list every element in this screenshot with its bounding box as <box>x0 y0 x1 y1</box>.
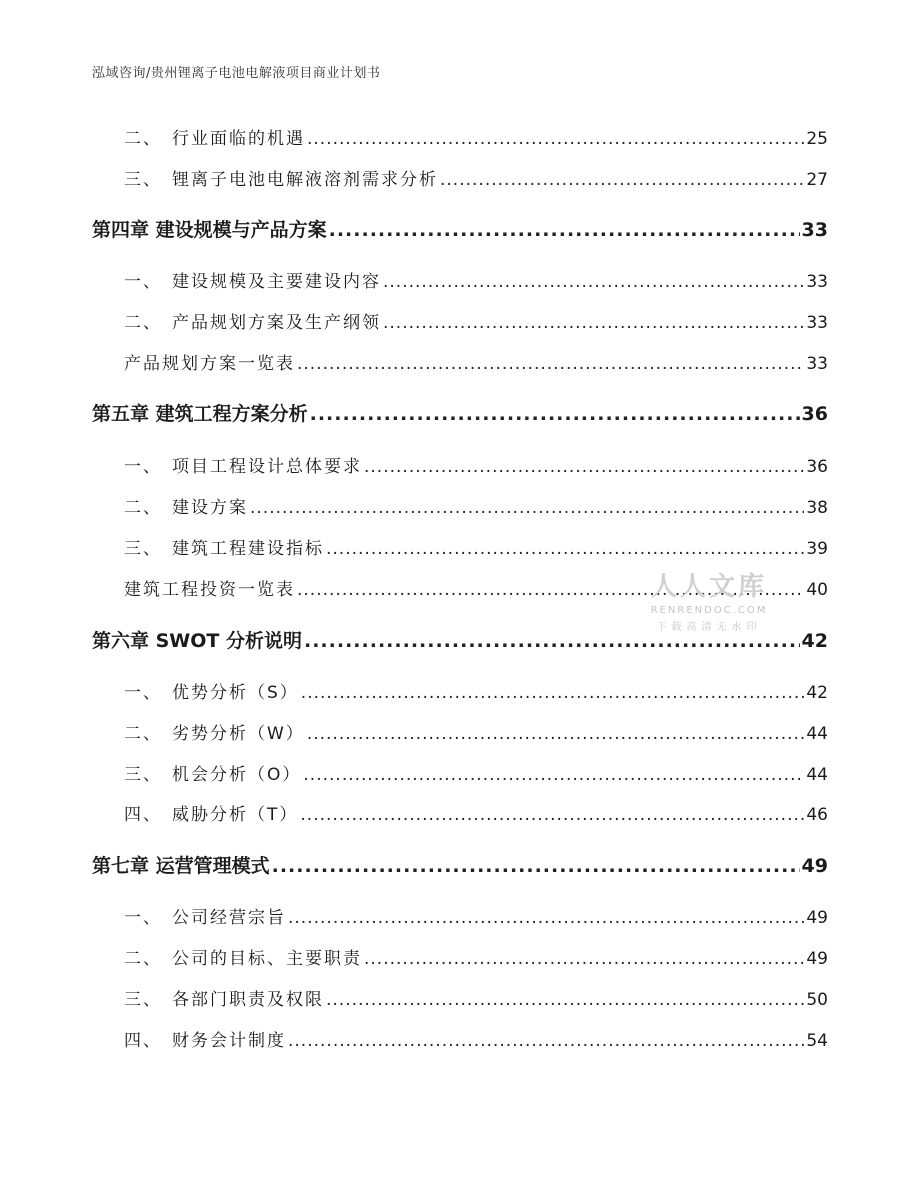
toc-entry-number: 三、 <box>124 170 162 190</box>
toc-section-entry[interactable] <box>124 678 828 703</box>
toc-entry-number: 一、 <box>124 683 162 703</box>
toc-section-entry[interactable] <box>124 165 828 190</box>
toc-page-number: 49 <box>806 908 828 928</box>
toc-section-entry[interactable] <box>124 308 828 333</box>
toc-page-number: 44 <box>806 765 828 785</box>
toc-leader-dots <box>272 855 800 877</box>
toc-entry-text: 第七章 运营管理模式 <box>92 855 270 877</box>
toc-entry-number: 二、 <box>124 498 162 518</box>
toc-leader-dots <box>307 129 804 149</box>
toc-section-entry[interactable] <box>124 903 828 928</box>
toc-page-number: 42 <box>806 683 828 703</box>
toc-page-number: 27 <box>806 170 828 190</box>
toc-entry-text: 第六章 SWOT 分析说明 <box>92 630 302 652</box>
toc-entry-label <box>124 1026 286 1051</box>
toc-section-entry[interactable] <box>124 124 828 149</box>
toc-page-number: 36 <box>801 403 828 425</box>
watermark-title: 人人文库 <box>650 572 767 602</box>
toc-entry-text: 财务会计制度 <box>172 1031 286 1051</box>
toc-page-number: 44 <box>806 724 828 744</box>
toc-section-entry[interactable] <box>124 800 828 825</box>
toc-entry-text: 优势分析（S） <box>172 683 299 703</box>
toc-entry-text: 建设规模及主要建设内容 <box>172 272 381 292</box>
toc-entry-label <box>124 349 295 374</box>
toc-page-number: 25 <box>806 129 828 149</box>
toc-leader-dots <box>297 354 804 374</box>
toc-page-number: 33 <box>806 313 828 333</box>
toc-page-number: 40 <box>806 580 828 600</box>
toc-chapter-entry[interactable] <box>92 626 828 653</box>
toc-entry-number: 三、 <box>124 539 162 559</box>
toc-page-number: 33 <box>801 219 828 241</box>
toc-entry-number: 一、 <box>124 908 162 928</box>
toc-chapter-entry[interactable] <box>92 851 828 878</box>
toc-entry-number: 一、 <box>124 272 162 292</box>
toc-entry-label <box>124 575 295 600</box>
toc-leader-dots <box>288 908 804 928</box>
toc-entry-label <box>92 626 302 653</box>
toc-page-number: 33 <box>806 272 828 292</box>
toc-entry-label <box>124 534 324 559</box>
toc-page-number: 36 <box>806 457 828 477</box>
toc-section-entry[interactable] <box>124 493 828 518</box>
toc-entry-number: 一、 <box>124 457 162 477</box>
toc-section-entry[interactable] <box>124 349 828 374</box>
toc-leader-dots <box>303 765 804 785</box>
toc-entry-label <box>124 267 381 292</box>
toc-entry-text: 威胁分析（T） <box>172 805 299 825</box>
toc-entry-label <box>124 452 362 477</box>
toc-entry-label <box>124 493 248 518</box>
toc-page-number: 46 <box>806 805 828 825</box>
toc-leader-dots <box>297 580 804 600</box>
toc-entry-label <box>124 760 301 785</box>
toc-leader-dots <box>383 313 804 333</box>
toc-leader-dots <box>304 630 800 652</box>
toc-page-number: 42 <box>801 630 828 652</box>
page-header: 泓域咨询/贵州锂离子电池电解液项目商业计划书 <box>92 66 381 81</box>
toc-section-entry[interactable] <box>124 575 828 600</box>
toc-entry-number: 四、 <box>124 805 162 825</box>
toc-entry-text: 项目工程设计总体要求 <box>172 457 362 477</box>
toc-entry-text: 建筑工程建设指标 <box>172 539 324 559</box>
toc-chapter-entry[interactable] <box>92 215 828 242</box>
toc-entry-text: 锂离子电池电解液溶剂需求分析 <box>172 170 438 190</box>
toc-entry-number: 二、 <box>124 129 162 149</box>
toc-leader-dots <box>307 724 805 744</box>
toc-leader-dots <box>329 219 800 241</box>
toc-entry-text: 劣势分析（W） <box>172 724 305 744</box>
toc-entry-label <box>92 215 327 242</box>
toc-leader-dots <box>326 539 804 559</box>
toc-entry-label <box>124 124 305 149</box>
toc-entry-label <box>92 399 308 426</box>
toc-entry-label <box>92 851 270 878</box>
toc-entry-label <box>124 903 286 928</box>
toc-entry-text: 公司经营宗旨 <box>172 908 286 928</box>
toc-entry-number: 三、 <box>124 765 162 785</box>
toc-entry-label <box>124 165 438 190</box>
toc-leader-dots <box>310 403 800 425</box>
toc-section-entry[interactable] <box>124 267 828 292</box>
toc-entry-label <box>124 308 381 333</box>
toc-entry-number: 三、 <box>124 990 162 1010</box>
toc-page-number: 38 <box>806 498 828 518</box>
toc-entry-text: 第四章 建设规模与产品方案 <box>92 219 327 241</box>
toc-section-entry[interactable] <box>124 760 828 785</box>
toc-entry-label <box>124 678 299 703</box>
toc-entry-number: 四、 <box>124 1031 162 1051</box>
toc-section-entry[interactable] <box>124 534 828 559</box>
toc-entry-number: 二、 <box>124 313 162 333</box>
toc-entry-number: 二、 <box>124 724 162 744</box>
toc-entry-text: 建筑工程投资一览表 <box>124 580 295 600</box>
toc-page-number: 49 <box>801 855 828 877</box>
toc-entry-text: 第五章 建筑工程方案分析 <box>92 403 308 425</box>
toc-leader-dots <box>383 272 804 292</box>
toc-entry-text: 机会分析（O） <box>172 765 302 785</box>
toc-entry-text: 公司的目标、主要职责 <box>172 949 362 969</box>
watermark-slogan: 下载高清无水印 <box>656 622 762 633</box>
toc-entry-number: 二、 <box>124 949 162 969</box>
toc-page-number: 33 <box>806 354 828 374</box>
toc-entry-label <box>124 719 305 744</box>
toc-chapter-entry[interactable] <box>92 399 828 426</box>
toc-leader-dots <box>364 949 804 969</box>
toc-entry-label <box>124 944 362 969</box>
toc-section-entry[interactable] <box>124 452 828 477</box>
toc-leader-dots <box>364 457 804 477</box>
toc-leader-dots <box>300 805 804 825</box>
toc-page-number: 50 <box>806 990 828 1010</box>
toc-page-number: 49 <box>806 949 828 969</box>
toc-entry-label <box>124 985 324 1010</box>
toc-leader-dots <box>440 170 804 190</box>
toc-entry-text: 产品规划方案一览表 <box>124 354 295 374</box>
toc-section-entry[interactable] <box>124 944 828 969</box>
toc-entry-text: 行业面临的机遇 <box>172 129 305 149</box>
toc-page-number: 54 <box>806 1031 828 1051</box>
toc-entry-label <box>124 800 298 825</box>
toc-section-entry[interactable] <box>124 985 828 1010</box>
toc-page-number: 39 <box>806 539 828 559</box>
toc-section-entry[interactable] <box>124 719 828 744</box>
toc-entry-text: 产品规划方案及生产纲领 <box>172 313 381 333</box>
toc-leader-dots <box>326 990 804 1010</box>
toc-leader-dots <box>301 683 805 703</box>
toc-leader-dots <box>288 1031 804 1051</box>
watermark-domain: RENRENDOC.COM <box>650 605 768 616</box>
toc-leader-dots <box>250 498 804 518</box>
toc-entry-text: 各部门职责及权限 <box>172 990 324 1010</box>
toc-section-entry[interactable] <box>124 1026 828 1051</box>
toc-entry-text: 建设方案 <box>172 498 248 518</box>
